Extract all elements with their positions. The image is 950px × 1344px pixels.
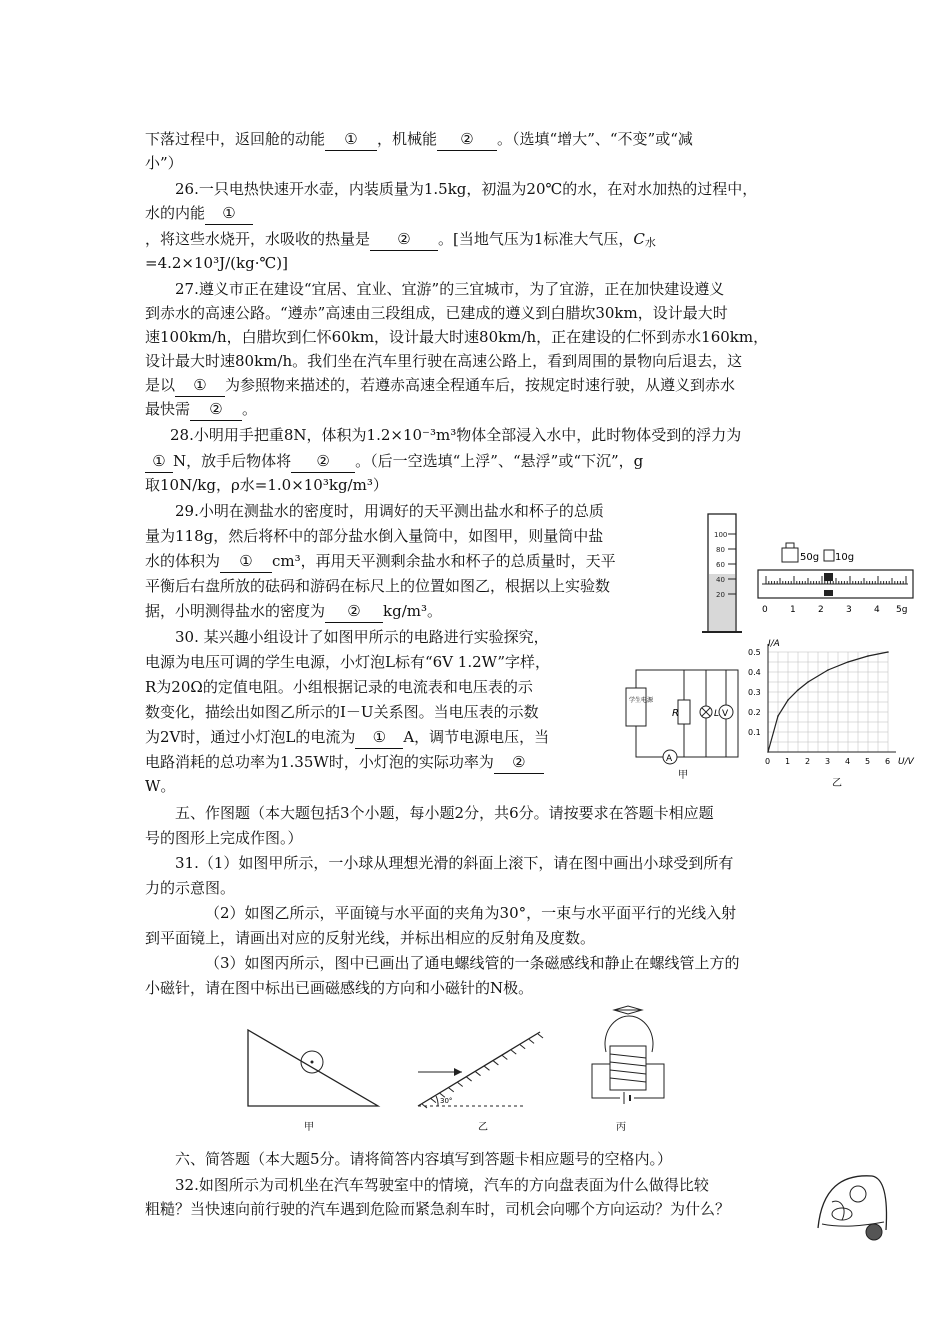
fig-mirror [418,1032,543,1133]
q25-line-1: 下落过程中，返回舱的动能 ① ，机械能 ② 。（选填“增大”、“不变”或“减 [145,128,693,151]
q27-line-5: 是以 ① 为参照物来描述的，若遵赤高速全程通车后，按规定时速行驶，从遵义到赤水 [145,374,735,397]
cyl-tick-label: 40 [716,576,725,584]
iu-data-point [827,669,829,671]
q29-figure [690,512,920,642]
s5-line-2: 号的图形上完成作图。） [145,829,303,847]
source-label: 学生电源 [629,697,654,704]
q32-line-2: 粗糙？当快速向前行驶的汽车遇到危险而紧急刹车时，司机会向哪个方向运动？为什么？ [145,1200,731,1218]
y-tick-label: 0.2 [748,708,761,717]
balance-weights [782,543,854,563]
s5-line-1: 五、作图题（本大题包括3个小题，每小题2分，共6分。请按要求在答题卡相应题 [175,804,714,822]
q32-line-1: 32.如图所示为司机坐在汽车驾驶室中的情境，汽车的方向盘表面为什么做得比较 [175,1176,709,1194]
balance-scale-ruler [758,570,913,615]
fig-label-jia: 甲 [678,770,688,780]
iu-data-point [787,699,789,701]
q31-line-3: （2）如图乙所示，平面镜与水平面的夹角为30°，一束与水平面平行的光线入射 [205,904,737,922]
q29-line-4: 平衡后右盘所放的砝码和游码在标尺上的位置如图乙，根据以上实验数 [145,577,611,595]
q26-blank-2[interactable]: ② [370,228,438,251]
scale-tick-label: 1 [790,605,796,615]
iu-data-point [797,689,799,691]
q28-line-1: 28.小明用手把重8N，体积为1.2×10⁻³m³物体全部浸入水中，此时物体受到的浮力为 [170,426,742,444]
q31-line-4: 到平面镜上，请画出对应的反射光线，并标出相应的反射角及度数。 [145,929,596,947]
voltmeter-label: V [722,709,729,719]
iu-data-point [867,655,869,657]
q26-blank-1[interactable]: ① [205,202,253,225]
x-tick-label: 6 [885,757,891,766]
chart-axes [768,644,896,752]
x-tick-label: 3 [825,757,831,766]
y-tick-label: 0.3 [748,688,761,697]
q27-line-1: 27.遵义市正在建设“宜居、宜业、宜游”的三宜城市，为了宜游，正在加快建设遵义 [175,280,725,298]
q31-line-1: 31.（1）如图甲所示，一小球从理想光滑的斜面上滚下，请在图中画出小球受到所有 [175,854,734,872]
chart-ylabel: I/A [768,639,780,649]
iu-data-point [887,651,889,653]
fig-label-yi: 乙 [832,778,842,789]
q31-line-6: 小磁针，请在图中标出已画磁感线的方向和小磁针的N极。 [145,979,534,997]
scale-tick-label: 5g [896,605,908,615]
q26-line-3: ，将这些水烧开，水吸收的热量是 ② 。[当地气压为1标准大气压，C水 [145,230,656,249]
q26-line-1: 26.一只电热快速开水壶，内装质量为1.5kg，初温为20℃的水，在对水加热的过程中， [175,180,758,198]
q30-circuit [618,662,746,780]
q27-line-3: 速100km/h，白腊坎到仁怀60km，设计最大时速80km/h，正在建设的仁怀到赤水160km， [145,328,769,346]
driver-sketch [812,1168,892,1242]
measuring-cylinder [702,514,742,632]
q28-line-3: 取10N/kg，ρ水=1.0×10³kg/m³） [145,476,388,494]
iu-data-point [847,661,849,663]
scale-tick-label: 3 [846,605,852,615]
fig-incline [248,1030,378,1133]
weight-10g: 10g [835,552,855,563]
scale-tick-label: 2 [818,605,824,615]
q30-line-2: 电源为电压可调的学生电源，小灯泡L标有“6V 1.2W”字样， [145,653,550,671]
y-tick-label: 0.1 [748,728,761,737]
ammeter-label: A [666,754,673,764]
q29-line-3: 水的体积为 ① cm³，再用天平测剩余盐水和杯子的总质量时，天平 [145,550,616,573]
cyl-tick-label: 60 [716,561,725,569]
cyl-tick-label: 20 [716,591,725,599]
q29-line-2: 量为118g，然后将杯中的部分盐水倒入量筒中，如图甲，则量筒中盐 [145,527,604,545]
q27-line-4: 设计最大时速80km/h。我们坐在汽车里行驶在高速公路上，看到周围的景物向后退去，这 [145,352,743,370]
x-tick-label: 2 [805,757,811,766]
q30-blank-1[interactable]: ① [355,726,403,749]
fig-label-yi-2: 乙 [478,1122,488,1133]
y-tick-label: 0.4 [748,668,761,677]
scale-tick-label: 0 [762,605,768,615]
q26-line-2: 水的内能 ① [145,202,253,225]
q27-line-2: 到赤水的高速公路。“遵赤”高速由三段组成，已建成的遵义到白腊坎30km，设计最大时 [145,304,728,322]
q30-blank-2[interactable]: ② [494,751,544,774]
q31-line-2: 力的示意图。 [145,879,236,897]
weight-50g: 50g [800,552,820,563]
q31-figures [240,1002,700,1134]
resistor-label: R [672,708,679,719]
q29-line-5: 据，小明测得盐水的密度为 ② kg/m³。 [145,600,442,623]
scale-tick-label: 4 [874,605,880,615]
q25-blank-1[interactable]: ① [325,128,377,151]
iu-data-point [807,681,809,683]
q25-line-2: 小”） [145,154,183,172]
q28-blank-2[interactable]: ② [291,450,355,473]
fig-solenoid [592,1006,664,1133]
x-tick-label: 4 [845,757,851,766]
x-tick-label: 1 [785,757,791,766]
q30-line-3: R为20Ω的定值电阻。小组根据记录的电流表和电压表的示 [145,678,533,696]
x-tick-label: 5 [865,757,871,766]
q27-blank-2[interactable]: ② [190,398,242,421]
lamp-label: L [714,709,720,719]
iu-chart [748,634,920,794]
iu-data-point [777,715,779,717]
q30-line-4: 数变化，描绘出如图乙所示的I－U关系图。当电压表的示数 [145,703,539,721]
fig-label-bing: 丙 [616,1122,626,1133]
q28-line-2: ① N，放手后物体将 ② 。（后一空选填“上浮”、“悬浮”或“下沉”，g [145,450,643,473]
cyl-tick-label: 100 [714,531,728,539]
q30-line-6: 电路消耗的总功率为1.35W时，小灯泡的实际功率为 ② [145,751,544,774]
q30-line-1: 30. 某兴趣小组设计了如图甲所示的电路进行实验探究， [175,628,549,646]
q25-blank-2[interactable]: ② [437,128,497,151]
x-tick-label: 0 [765,757,771,766]
chart-xlabel: U/V [898,757,914,767]
cyl-tick-label: 80 [716,546,725,554]
q27-blank-1[interactable]: ① [175,374,225,397]
mirror-angle-label: 30° [440,1097,453,1105]
q29-line-1: 29.小明在测盐水的密度时，用调好的天平测出盐水和杯子的总质 [175,502,604,520]
q30-line-7: W。 [145,777,176,795]
q29-blank-2[interactable]: ② [325,600,383,623]
q30-line-5: 为2V时，通过小灯泡L的电流为 ① A，调节电源电压，当 [145,726,549,749]
s6-line-1: 六、简答题（本大题5分。请将简答内容填写到答题卡相应题号的空格内。） [175,1150,673,1168]
y-tick-label: 0.5 [748,648,761,657]
iu-data-point [767,751,769,753]
q31-line-5: （3）如图丙所示，图中已画出了通电螺线管的一条磁感线和静止在螺线管上方的 [205,954,740,972]
q27-line-6: 最快需 ② 。 [145,398,257,421]
fig-label-jia-2: 甲 [304,1122,314,1133]
q26-line-4: =4.2×10³J/(kg·℃)] [145,254,288,272]
q29-blank-1[interactable]: ① [220,550,272,573]
q28-blank-1[interactable]: ① [145,450,173,473]
